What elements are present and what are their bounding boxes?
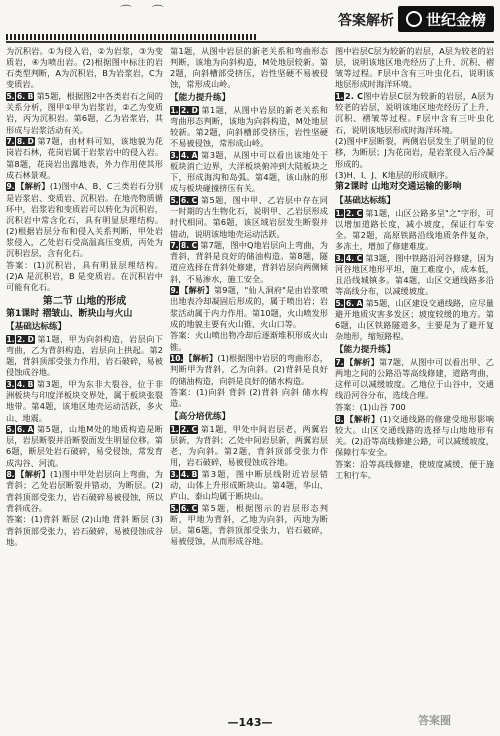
answer-item: 5. 6. C 第5题，图中甲、乙岩层中存在同一时期的古生物化石，说明甲、乙岩层形成时代相同。第6题，该区域岩层发生断裂并错动，说明该地地壳运动活跃。: [170, 195, 328, 239]
answer-badge: 8. D: [17, 137, 34, 147]
birds-decoration: ⌒ ⌒: [120, 4, 172, 18]
paragraph: (3)H、I、J、K地层的形成顺序。: [335, 170, 454, 181]
question-number: 3.: [170, 469, 179, 479]
lesson-title: 第2课时 山地对交通运输的影响: [335, 182, 462, 193]
question-number: 5.: [170, 196, 179, 206]
answer-badge: 4. B: [181, 469, 198, 479]
question-number: 1.: [335, 92, 344, 102]
answer-badge: 6. A: [17, 425, 34, 435]
question-number: 7.: [335, 357, 344, 367]
question-number: 7.: [170, 241, 179, 251]
answer-badge: 6. C: [181, 196, 198, 206]
lesson-title: 第1课时 褶皱山、断块山与火山: [6, 308, 133, 319]
section-label: 【基础达标练】: [335, 195, 396, 206]
question-number: 1.: [170, 424, 179, 434]
paragraph: 答案：沿等高线修建，使坡度减缓，便于施工和行车。: [335, 458, 494, 480]
question-number: 1.: [170, 105, 179, 115]
answer-badge: 2. C: [181, 424, 198, 434]
paragraph: 答案：(1)背斜 断层 (2)山地 背斜 断层 (3)背斜顶部受张力，岩石破碎，易被侵蚀成谷地。: [6, 514, 163, 547]
paragraph: 答案：(1)沉积岩，具有明显层理结构。(2)A 是沉积岩，B 是变质岩。在沉积岩中可能有化石。: [6, 259, 163, 293]
logo-circle-icon: [406, 11, 422, 27]
question-number: 1.: [335, 208, 344, 218]
answer-badge: 6. C: [181, 503, 198, 513]
analysis-label: 【解析】: [16, 181, 50, 192]
question-number: 8.: [335, 414, 344, 424]
question-number: 5.: [335, 298, 344, 308]
paragraph: 答案：(1)山谷 700: [335, 401, 406, 412]
answer-badge: 2. C: [346, 208, 363, 218]
paragraph: 答案：(1)向斜 背斜 (2)背斜 向斜 储水构造。: [170, 387, 328, 409]
section-label: 【基础达标练】: [6, 321, 67, 332]
section-label: 【高分培优练】: [170, 411, 231, 422]
answer-badge: 2. D: [181, 105, 198, 115]
question-number: 9.: [6, 182, 15, 192]
answer-item: 3. 4. C 第3题，图中铁路沿河谷修建，因为河谷地区地形平坦，施工难度小，成本低，且沿线城镇多。第4题，山区交通线路多沿等高线分布，以减缓坡度。: [335, 252, 494, 297]
question-number: 9.: [170, 286, 179, 296]
answer-item: 9.【解析】第9题，"仙人洞府"是由岩浆喷出地表冷却凝固后形成的，属于喷出岩；岩浆活动属于内力作用。第10题，火山喷发形成的地貌主要有火山锥、火山口等。: [170, 285, 328, 329]
answer-item: 1. 2. C 第1题，甲处中间岩层老，两翼岩层新，为背斜；乙处中间岩层新，两翼岩层老，为向斜。第2题，背斜顶部受张力作用，岩石破碎，易被侵蚀成谷地。: [170, 423, 328, 468]
answer-item: 8.【解析】(1)图中甲处岩层向上弯曲，为背斜；乙处岩层断裂并错动，为断层。(2)背斜顶部受张力，岩石破碎易被侵蚀，所以背斜成谷。: [6, 469, 163, 513]
answer-badge: 2. D: [17, 334, 34, 344]
analysis-label: 【解析】: [345, 413, 380, 424]
answer-badge: 4. A: [181, 150, 198, 160]
section-label: 【能力提升练】: [170, 92, 231, 103]
header-rule: [6, 41, 494, 43]
header-title: 答案解析: [338, 13, 394, 29]
question-number: 7.: [6, 137, 15, 147]
answer-item: 9.【解析】(1)图中A、B、C三类岩石分别是岩浆岩、变质岩、沉积岩。在地壳物质循环中，岩浆岩和变质岩可以转化为沉积岩，沉积岩中常含化石，具有明显层理结构。(2)根据岩层分布和侵入关系判断，甲处岩浆侵入，乙处岩石受高温高压变质，丙处为沉积岩层，含有化石。: [6, 181, 163, 259]
watermark: 答案圈: [418, 714, 451, 727]
answer-item: 1. 2. D 第1题，甲为向斜构造，岩层向下弯曲，乙为背斜构造，岩层向上拱起。第2题，背斜顶部受张力作用，岩石破碎，易被侵蚀成谷地。: [6, 333, 163, 378]
answer-item: 7.【解析】第7题，从图中可以看出甲、乙两地之间的公路沿等高线修建，道路弯曲，这样可以减缓坡度。乙地位于山谷中，交通线沿河谷分布，选线合理。: [335, 356, 494, 401]
question-number: 5.: [170, 503, 179, 513]
answer-badge: 4. B: [17, 380, 34, 390]
page-header: [0, 0, 500, 44]
column-middle: [170, 46, 328, 712]
chapter-title: 第二节 山地的形成: [42, 296, 127, 308]
answer-item: 7. 8. C 第7题，图中Q地岩层向上弯曲，为背斜，背斜是良好的储油构造。第8题，隧道应选择在背斜处修建，背斜岩层向两侧倾斜，不易渗水，施工安全。: [170, 240, 328, 284]
analysis-label: 【解析】: [16, 469, 51, 480]
brand-logo: 世纪金榜: [398, 6, 494, 32]
analysis-label: 【解析】: [184, 353, 218, 364]
answer-item: 5. 6. A 第5题，山区建设交通线路，应尽量避开地质灾害多发区；坡度较缓的地方。第6题，山区铁路隧道多，主要是为了避开复杂地形，缩短路程。: [335, 297, 494, 342]
answer-item: 7. 8. D 第7题，由材料可知，该地貌为花岗岩石林，花岗岩属于岩浆岩中的侵入岩。第8题，花岗岩出露地表，外力作用使其形成石林景观。: [6, 136, 163, 180]
answer-badge: 8. C: [181, 241, 198, 251]
answer-item: 3. 4. B 第3题，甲为东非大裂谷，位于非洲板块与印度洋板块交界处，属于板块张裂地带。第4题，该地区地壳运动活跃，多火山、地震。: [6, 379, 163, 423]
answer-item: 1.2. C图中岩层C层为较新的岩层，A层为较老的岩层，说明该地区地壳经历了上升、沉积、褶皱等过程。F层中含有三叶虫化石，说明该地层形成时海洋环境。: [335, 91, 494, 135]
question-number: 3.: [6, 380, 15, 390]
answer-badge: 4. C: [346, 253, 363, 263]
answer-item: 1. 2. C 第1题，山区公路多呈"之"字形，可以增加道路长度，减小坡度，保证行车安全。第2题，高原铁路沿线地质条件复杂，多冻土，增加了修建难度。: [335, 207, 494, 252]
question-number: 1.: [6, 334, 15, 344]
answer-item: 8.【解析】(1)交通线路的修建受地形影响较大。山区交通线路的选择与山地地形有关。(2)沿等高线修建公路，可以减缓坡度，保障行车安全。: [335, 413, 494, 457]
analysis-label: 【解析】: [180, 285, 214, 296]
paragraph: 图中岩层C层为较新的岩层，A层为较老的岩层，说明该地区地壳经历了上升、沉积、褶皱等过程。F层中含有三叶虫化石，说明该地层形成时海洋环境。: [335, 46, 494, 90]
answer-item: 10.【解析】(1)根据图中岩层的弯曲形态，判断甲为背斜，乙为向斜。(2)背斜是良好的储油构造，向斜是良好的储水构造。: [170, 353, 328, 386]
column-right: [335, 46, 494, 712]
column-left: [6, 46, 163, 712]
page-number: —143—: [227, 716, 273, 729]
analysis-label: 2. C: [345, 91, 363, 102]
header-hatch-bar: [6, 34, 256, 40]
question-number: 5.: [6, 92, 15, 102]
answer-item: 5. 6. B 第5题，根据图2中各类岩石之间的关系分析，图甲①甲为岩浆岩，②乙为变质岩，丙为沉积岩。第6题，乙为岩浆岩，其形成与岩浆活动有关。: [6, 91, 163, 135]
answer-item: 1. 2. D 第1题，从图中岩层的新老关系和弯曲形态判断，该地为向斜构造，M处地层较新。第2题，向斜槽部受挤压，岩性坚硬不易被侵蚀，常形成山岭。: [170, 104, 328, 149]
answer-item: 3. 4. B 第3题，图中断层线附近岩层错动，山体上升形成断块山。第4题，华山、庐山、泰山均属于断块山。: [170, 468, 328, 502]
question-number: 5.: [6, 425, 15, 435]
paragraph: 第1题，从图中岩层的新老关系和弯曲形态判断，该地为向斜构造，M处地层较新。第2题，向斜槽部受挤压，岩性坚硬不易被侵蚀，常形成山岭。: [170, 46, 328, 90]
paragraph: (2)图中F层断裂，两侧岩层发生了明显的位移，为断层；J为花岗岩，是岩浆侵入后冷凝形成的。: [335, 136, 494, 169]
answer-item: 5. 6. A 第5题，山地M处的地质构造是断层，岩层断裂并沿断裂面发生明显位移。第6题，断层处岩石破碎，易受侵蚀，常发育成沟谷、河流。: [6, 424, 163, 468]
question-number: 10.: [170, 354, 184, 364]
paragraph: 为沉积岩。①为侵入岩，②为岩浆，③为变质岩，④为喷出岩。(2)根据图中标注的岩石类型判断，A为沉积岩，B为岩浆岩，C为变质岩。: [6, 46, 163, 90]
answer-item: 3. 4. A 第3题，从图中可以看出该地处于板块消亡边界，大洋板块俯冲到大陆板块之下，形成海沟和岛弧。第4题，该山脉的形成与板块碰撞挤压有关。: [170, 149, 328, 194]
answer-badge: 6. B: [17, 92, 34, 102]
section-label: 【能力提升练】: [335, 344, 396, 355]
question-number: 3.: [335, 253, 344, 263]
answer-badge: 6. A: [346, 298, 363, 308]
paragraph: 答案：火山喷出物冷却后逐渐堆积形成火山锥。: [170, 330, 328, 352]
answer-item: 5. 6. C 第5题，根据图示的岩层形态判断，甲地为背斜，乙地为向斜，丙地为断层。第6题，背斜顶部受张力，岩石破碎，易被侵蚀，从而形成谷地。: [170, 502, 328, 547]
question-number: 3.: [170, 150, 179, 160]
question-number: 8.: [6, 470, 15, 480]
analysis-label: 【解析】: [345, 356, 380, 367]
